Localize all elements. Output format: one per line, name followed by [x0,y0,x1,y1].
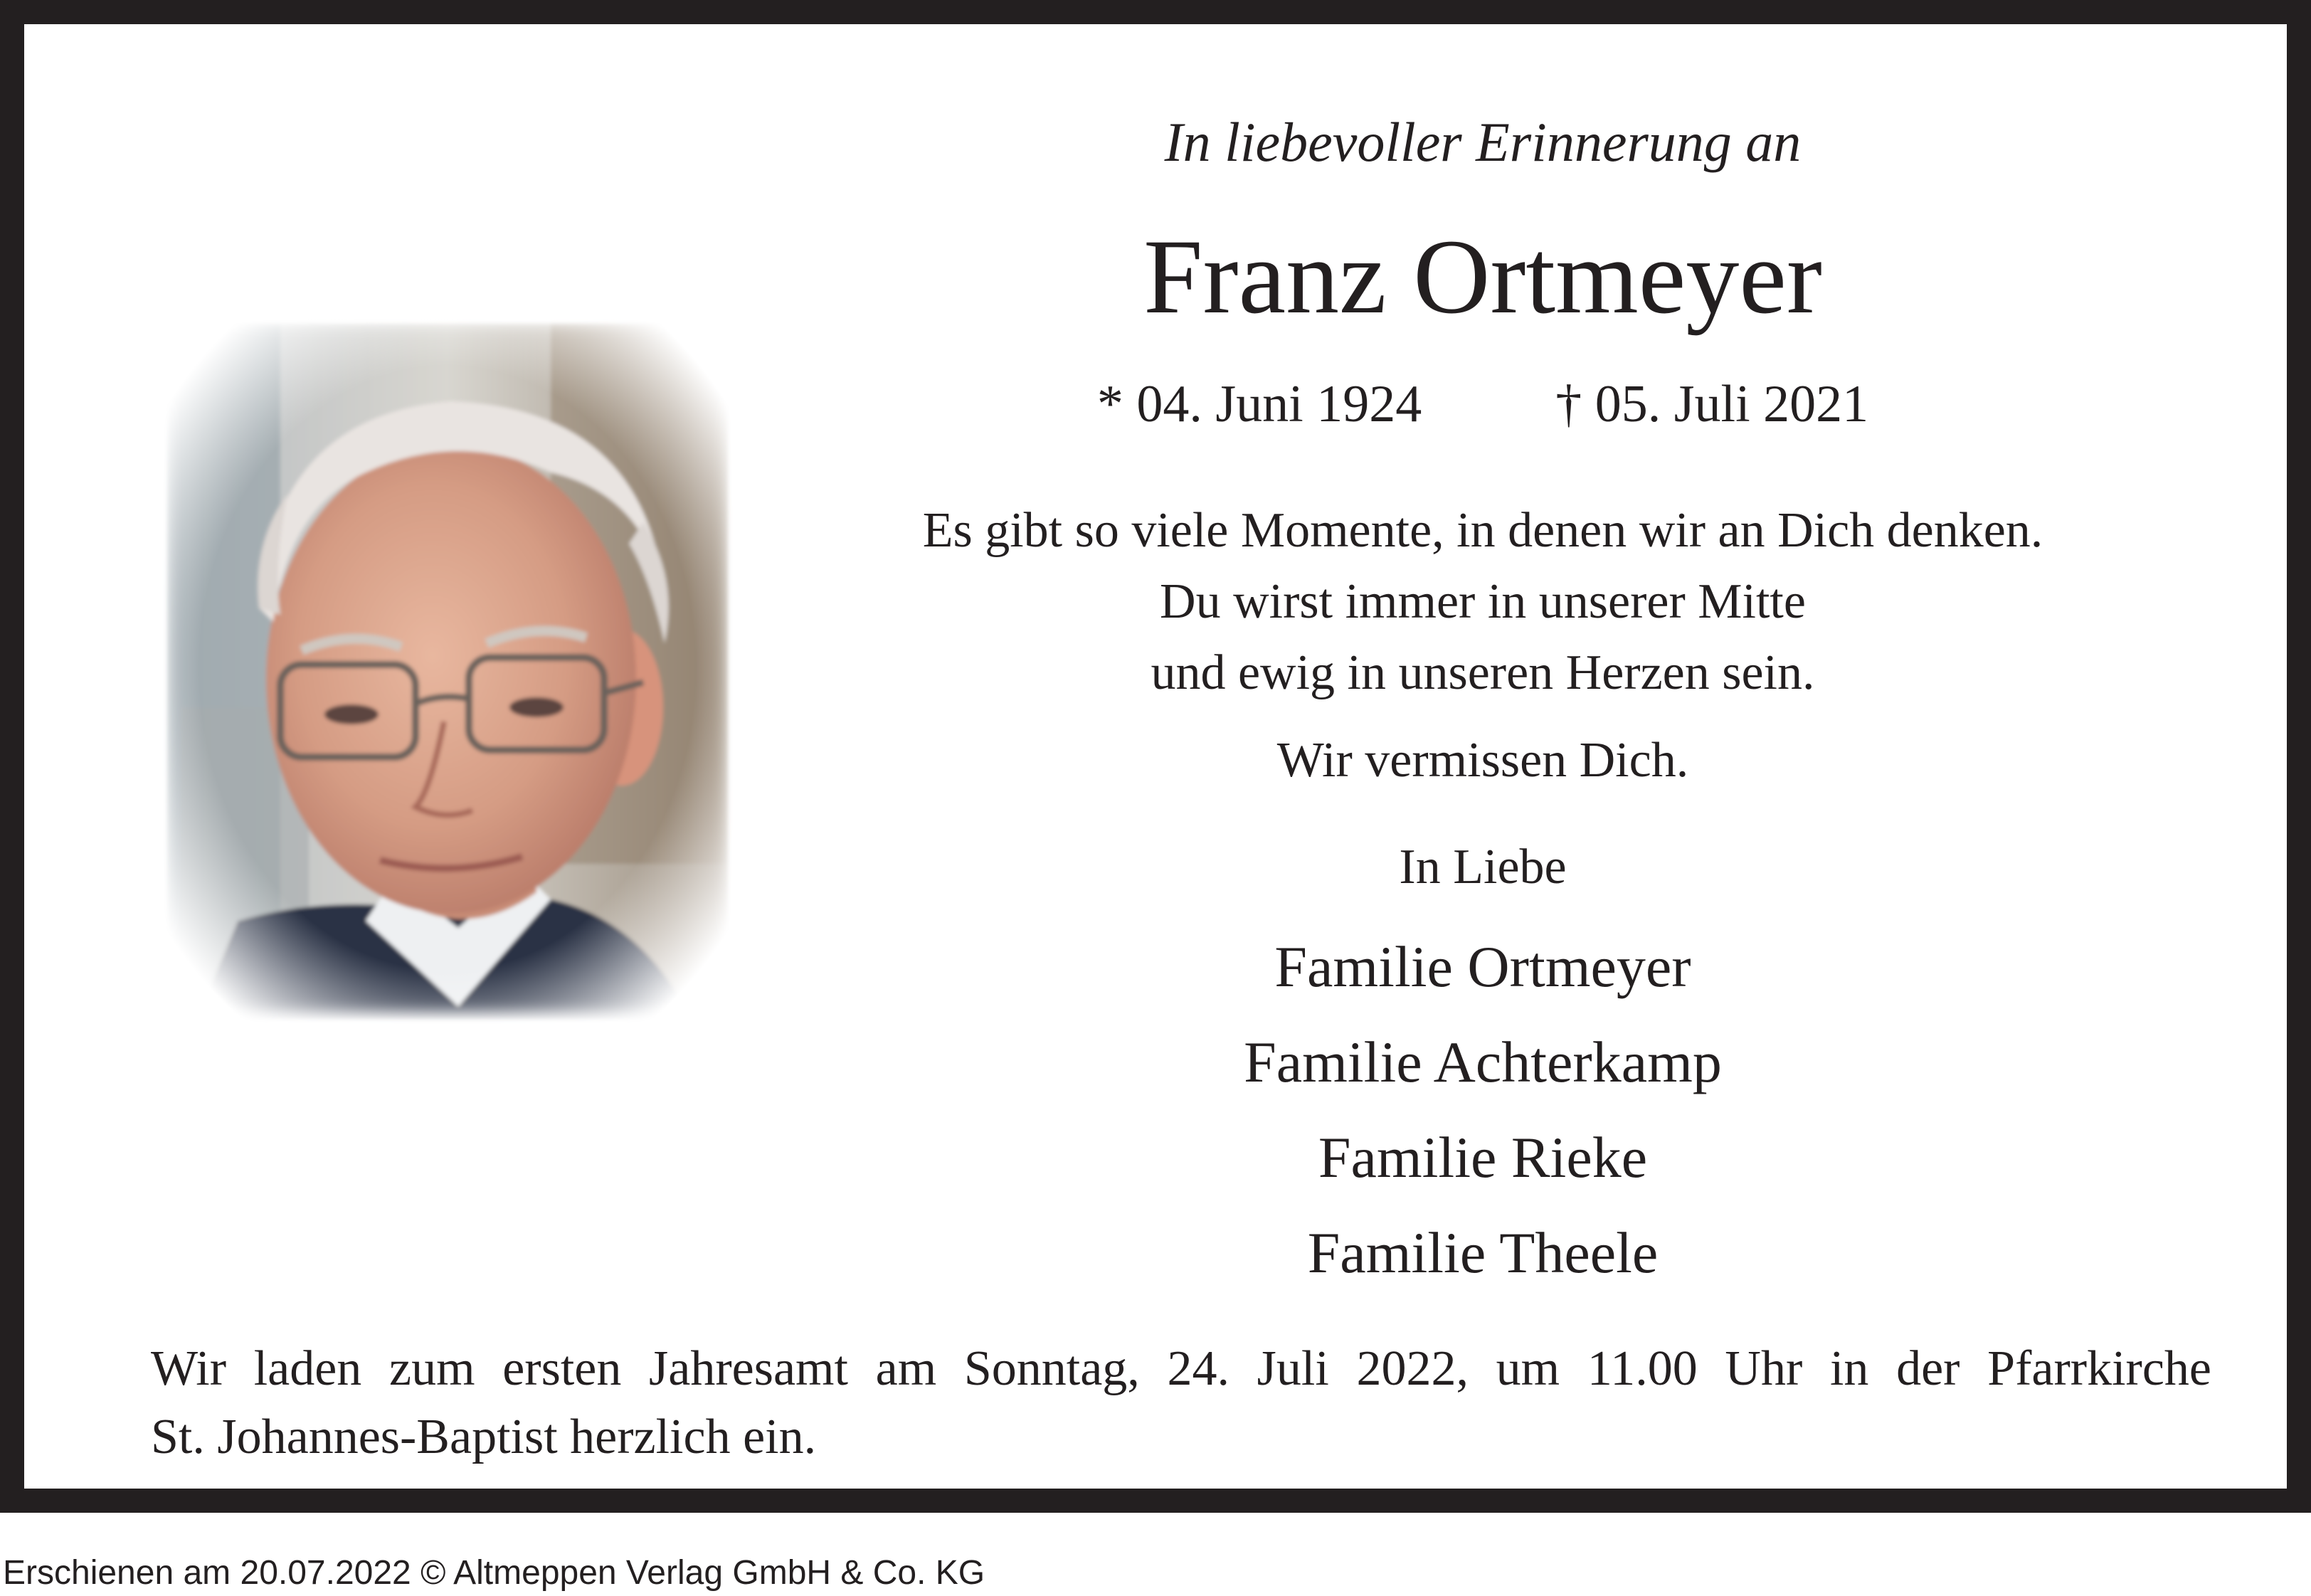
publication-footer: Erschienen am 20.07.2022 © Altmeppen Verlag GmbH & Co. KG [3,1554,985,1592]
portrait-photo-image [152,309,743,1027]
family-name: Familie Rieke [1318,1125,1648,1190]
family-name: Familie Theele [1307,1220,1659,1285]
verse-line: Es gibt so viele Momente, in denen wir an Dich denken. [922,503,2043,558]
family-name: Familie Achterkamp [1244,1030,1722,1094]
memorial-verse [807,495,2159,709]
birth-date: * 04. Juni 1924 [1096,375,1422,433]
miss-you-line: Wir vermissen Dich. [1276,733,1689,788]
signoff-line: In Liebe [1399,840,1567,894]
life-dates [807,371,2159,437]
death-date: † 05. Juli 2021 [1555,375,1869,433]
memorial-mass-invitation [151,1335,2211,1471]
invitation-line: St. Johannes-Baptist herzlich ein. [151,1410,817,1464]
family-list [807,919,2159,1301]
portrait-photo [152,309,743,1027]
intro-line: In liebevoller Erinnerung an [1164,111,1802,173]
verse-line: Du wirst immer in unserer Mitte [1160,574,1806,629]
deceased-name: Franz Ortmeyer [1143,218,1822,336]
invitation-line: Wir laden zum ersten Jahresamt am Sonntag, 24. Juli 2022, um 11.00 Uhr in der Pfarrkirche [151,1341,2211,1396]
family-name: Familie Ortmeyer [1274,934,1691,999]
verse-line: und ewig in unseren Herzen sein. [1151,645,1815,700]
